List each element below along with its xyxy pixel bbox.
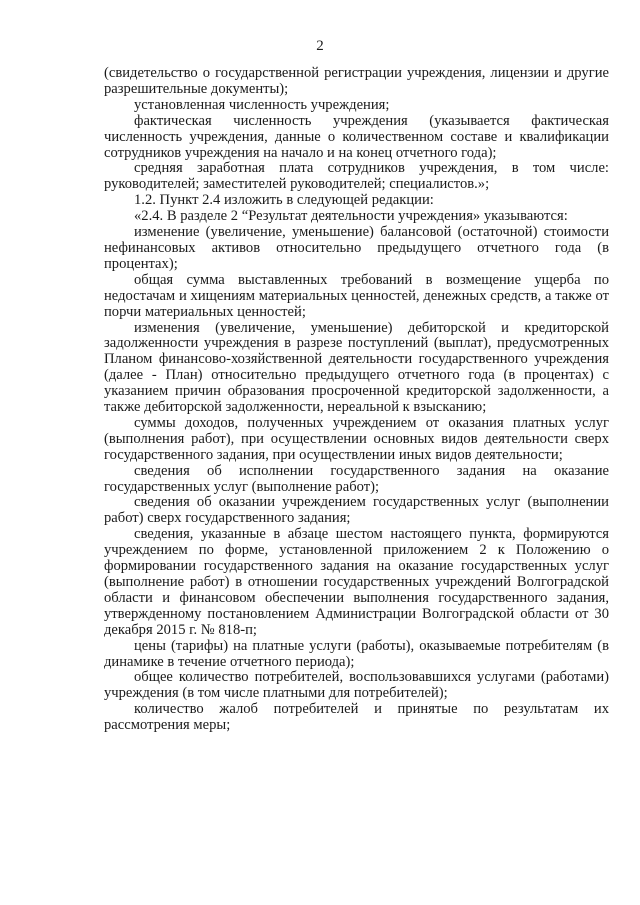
paragraph-average-salary: средняя заработная плата сотрудников учреждения, в том числе: руководителей; заместителей руководителей; специалистов.»; <box>104 160 609 193</box>
paragraph-form-reference: сведения, указанные в абзаце шестом настоящего пункта, формируются учреждением по форме, установленной приложением 2 к Положению о формировании государственного задания на оказание государственных услуг (выполнение работ) в отношении государственных учреждений Волгоградской области и финансовом обеспечении выполнения государственного задания, утвержденному постановлением Администрации Волгоградской области от 30 декабря 2015 г. № 818-п; <box>104 526 609 638</box>
paragraph-paid-services-income: суммы доходов, полученных учреждением от оказания платных услуг (выполнения работ), при осуществлении основных видов деятельности сверх государственного задания, при осуществлении иных видов деятельности; <box>104 414 609 463</box>
paragraph-receivables-payables: изменения (увеличение, уменьшение) дебиторской и кредиторской задолженности учреждения в разрезе поступлений (выплат), предусмотренных Планом финансово-хозяйственной деятельности государственного учреждения (далее - План) относительно предыдущего отчетного года (в процентах) с указанием причин образования просроченной кредиторской задолженности, а также дебиторской задолженности, нереальной к взысканию; <box>104 319 609 416</box>
paragraph-consumers-count: общее количество потребителей, воспользовавшихся услугами (работами) учреждения (в том числе платными для потребителей); <box>104 669 609 702</box>
paragraph-certificates: (свидетельство о государственной регистрации учреждения, лицензии и другие разрешительные документы); <box>104 65 609 97</box>
paragraph-complaints: количество жалоб потребителей и принятые по результатам их рассмотрения меры; <box>104 701 609 734</box>
paragraph-clause-1-2: 1.2. Пункт 2.4 изложить в следующей редакции: <box>134 192 434 209</box>
paragraph-damage-claims: общая сумма выставленных требований в возмещение ущерба по недостачам и хищениям материальных ценностей, денежных средств, а также от порчи материальных ценностей; <box>104 271 609 320</box>
paragraph-clause-2-4: «2.4. В разделе 2 “Результат деятельности учреждения» указываются: <box>134 208 568 225</box>
page-number: 2 <box>316 38 324 54</box>
paragraph-actual-staff: фактическая численность учреждения (указывается фактическая численность учреждения, данные о количественном составе и квалификации сотрудников учреждения на начало и на конец отчетного года); <box>104 112 609 161</box>
paragraph-asset-change: изменение (увеличение, уменьшение) балансовой (остаточной) стоимости нефинансовых активов относительно предыдущего отчетного года (в процентах); <box>104 224 609 272</box>
paragraph-prices-tariffs: цены (тарифы) на платные услуги (работы), оказываемые потребителям (в динамике в течение отчетного периода); <box>104 637 609 670</box>
paragraph-state-task-execution: сведения об исполнении государственного задания на оказание государственных услуг (выполнение работ); <box>104 462 609 495</box>
paragraph-established-staff: установленная численность учреждения; <box>134 96 390 113</box>
document-body <box>104 66 609 734</box>
paragraph-services-above-task: сведения об оказании учреждением государственных услуг (выполнении работ) сверх государственного задания; <box>104 494 609 527</box>
